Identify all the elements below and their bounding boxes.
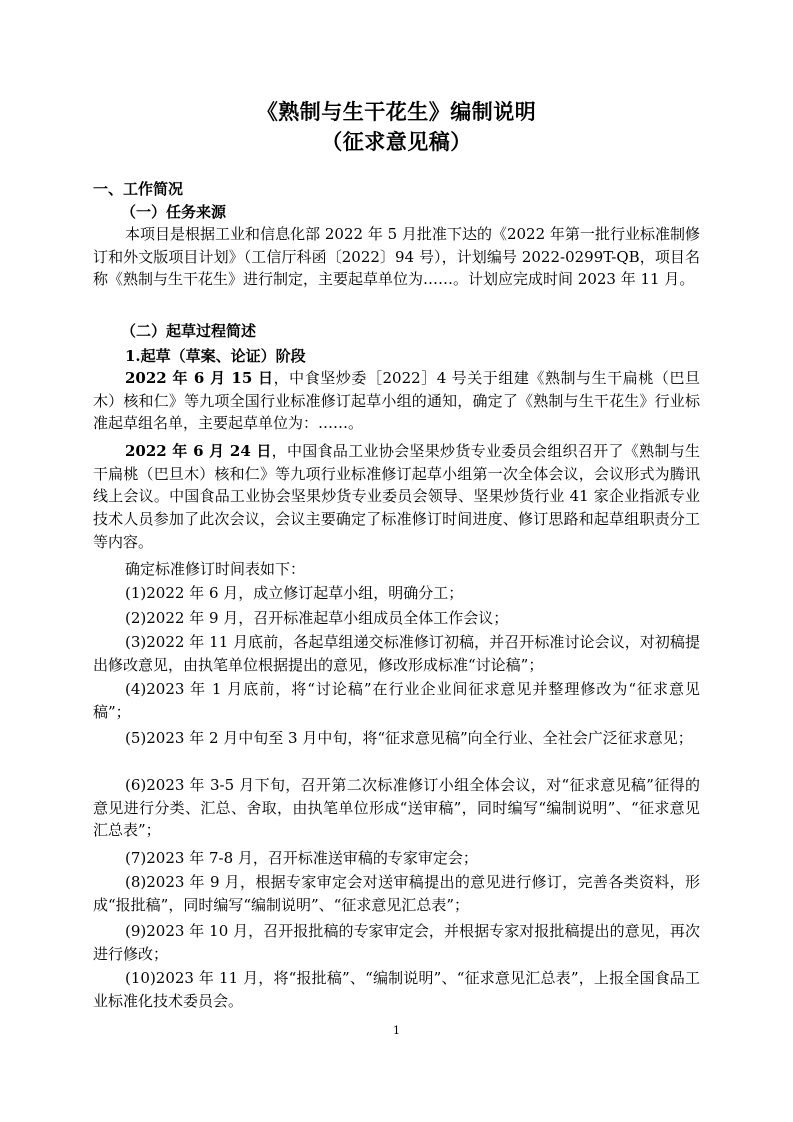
- paragraph-june-15: 2022 年 6 月 15 日，中食坚炒委［2022］4 号关于组建《熟制与生干扁桃（巴旦木）核和仁》等九项全国行业标准修订起草小组的通知，确定了《熟制与生干花生》行业标准起草组名单，主要起草单位为：……。: [93, 369, 700, 433]
- schedule-item: (8)2023 年 9 月，根据专家审定会对送审稿提出的意见进行修订，完善各类资料，形成“报批稿”，同时编写“编制说明”、“征求意见汇总表”；: [93, 873, 700, 914]
- schedule-item: (3)2022 年 11 月底前，各起草组递交标准修订初稿，并召开标准讨论会议，对初稿提出修改意见，由执笔单位根据提出的意见，修改形成标准“讨论稿”；: [93, 633, 700, 674]
- schedule-item: (5)2023 年 2 月中旬至 3 月中旬，将“征求意见稿”向全行业、全社会广泛征求意见；: [125, 729, 693, 747]
- document-subtitle: （征求意见稿）: [321, 130, 472, 154]
- schedule-intro: 确定标准修订时间表如下：: [125, 560, 306, 578]
- task-source-paragraph: 本项目是根据工业和信息化部 2022 年 5 月批准下达的《2022 年第一批行业标准制修订和外文版项目计划》（工信厅科函〔2022〕94 号），计划编号 2022-0299T-QB，项目名称《熟制与生干花生》进行制定，主要起草单位为……。计划应完成时间 2023 年 11 月。: [93, 225, 700, 289]
- stage-heading: 1.起草（草案、论证）阶段: [125, 347, 306, 365]
- schedule-item: (6)2023 年 3-5 月下旬，召开第二次标准修订小组全体会议，对“征求意见稿”征得的意见进行分类、汇总、舍取，由执笔单位形成“送审稿”，同时编写“编制说明”、“征求意见汇总表”；: [93, 776, 700, 840]
- schedule-item: (4)2023 年 1 月底前，将“讨论稿”在行业企业间征求意见并整理修改为“征求意见稿”；: [93, 680, 700, 721]
- date-highlight: 2022 年 6 月 15 日: [125, 369, 274, 387]
- subsection-heading-drafting-process: （二）起草过程简述: [121, 322, 257, 340]
- subsection-heading-task-source: （一）任务来源: [121, 203, 227, 221]
- date-highlight: 2022 年 6 月 24 日: [125, 442, 272, 460]
- schedule-item: (10)2023 年 11 月，将“报批稿”、“编制说明”、“征求意见汇总表”，上报全国食品工业标准化技术委员会。: [93, 969, 700, 1010]
- paragraph-june-24: 2022 年 6 月 24 日，中国食品工业协会坚果炒货专业委员会组织召开了《熟制与生干扁桃（巴旦木）核和仁》等九项行业标准修订起草小组第一次全体会议，会议形式为腾讯线上会议。中国食品工业协会坚果炒货专业委员会领导、坚果炒货行业 41 家企业指派专业技术人员参加了此次会议，会议主要确定了标准修订时间进度、修订思路和起草组职责分工等内容。: [93, 442, 701, 551]
- schedule-item: (2)2022 年 9 月，召开标准起草小组成员全体工作会议；: [125, 609, 509, 627]
- page-number: 1: [393, 1024, 400, 1037]
- schedule-item: (7)2023 年 7-8 月，召开标准送审稿的专家审定会；: [125, 849, 478, 867]
- schedule-item: (9)2023 年 10 月，召开报批稿的专家审定会，并根据专家对报批稿提出的意见，再次进行修改；: [93, 922, 700, 963]
- section-heading: 一、工作简况: [93, 180, 184, 198]
- schedule-item: (1)2022 年 6 月，成立修订起草小组，明确分工；: [125, 584, 464, 602]
- document-title: 《熟制与生干花生》编制说明: [256, 100, 537, 124]
